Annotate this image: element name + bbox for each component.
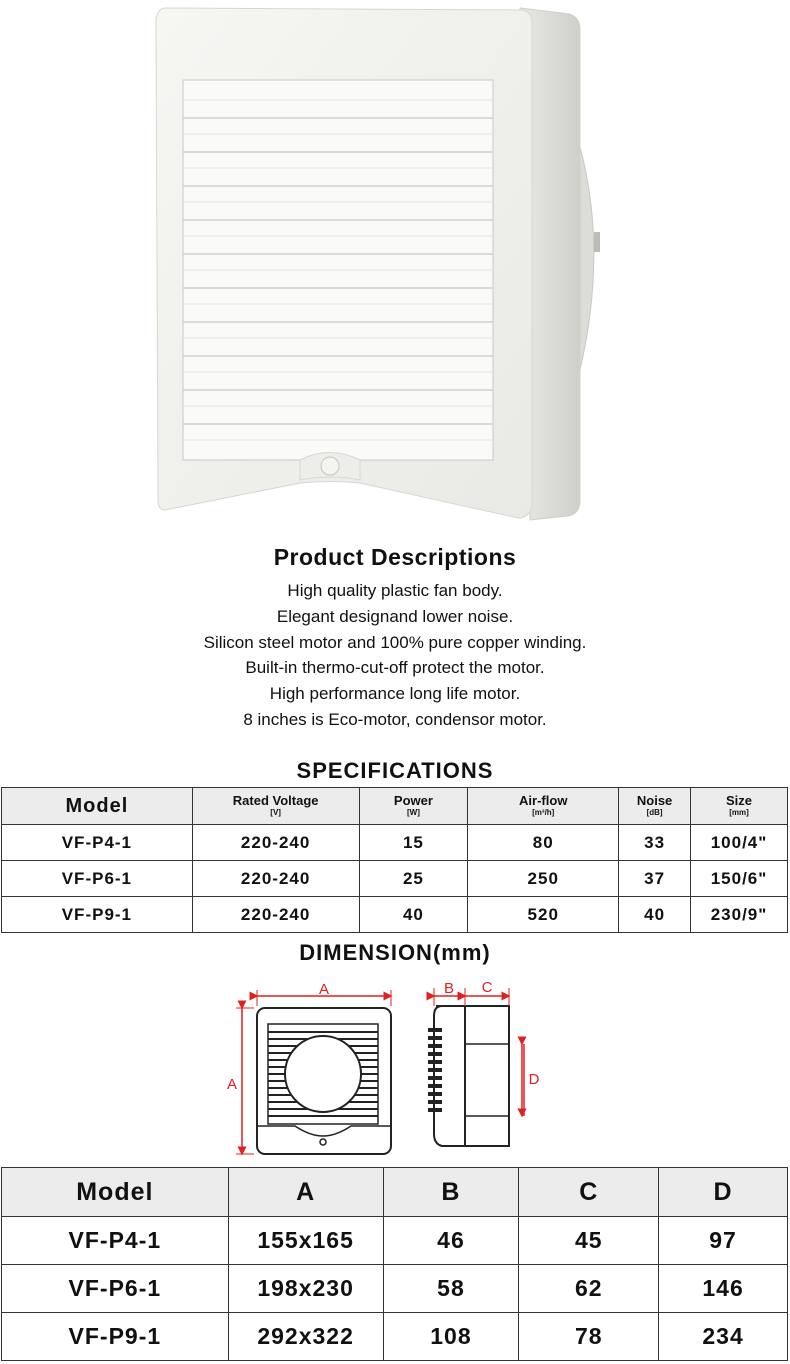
spec-header-airflow: Air-flow [m³/h] [468, 788, 619, 825]
dim-header-b: B [383, 1168, 519, 1217]
description-line: Elegant designand lower noise. [276, 606, 514, 626]
description-title: Product Descriptions [273, 544, 517, 570]
spec-header-power: Power [W] [359, 788, 468, 825]
table-cell: 230/9" [691, 897, 788, 933]
table-cell: 100/4" [691, 825, 788, 861]
table-cell: 150/6" [691, 861, 788, 897]
dimension-drawing [220, 976, 540, 1160]
table-row [2, 861, 788, 897]
table-cell: 220-240 [192, 897, 359, 933]
dimension-table [1, 1167, 788, 1361]
dim-label-a-top: A [318, 981, 330, 998]
dim-header-c: C [519, 1168, 659, 1217]
dim-label-b: B [443, 980, 455, 997]
dim-header-model: Model [2, 1168, 229, 1217]
dim-label-d: D [528, 1071, 540, 1088]
table-cell: 37 [619, 861, 691, 897]
table-row [2, 1217, 788, 1265]
description-line: High performance long life motor. [269, 684, 521, 704]
table-cell: 58 [383, 1265, 519, 1313]
dim-header-d: D [659, 1168, 788, 1217]
table-cell: 45 [519, 1217, 659, 1265]
description-line: High quality plastic fan body. [287, 581, 503, 600]
table-cell: 220-240 [192, 861, 359, 897]
table-cell: 155x165 [228, 1217, 383, 1265]
dim-header-row [2, 1168, 788, 1217]
table-cell: VF-P6-1 [2, 1265, 229, 1313]
table-cell: 520 [468, 897, 619, 933]
description-line: Silicon steel motor and 100% pure copper winding. [203, 632, 587, 652]
table-cell: 33 [619, 825, 691, 861]
table-cell: 198x230 [228, 1265, 383, 1313]
table-cell: 15 [359, 825, 468, 861]
table-cell: 250 [468, 861, 619, 897]
table-row [2, 825, 788, 861]
table-cell: VF-P9-1 [2, 1313, 229, 1361]
spec-header-size: Size [mm] [691, 788, 788, 825]
table-row [2, 897, 788, 933]
table-cell: 80 [468, 825, 619, 861]
description-list [0, 578, 790, 733]
table-cell: 234 [659, 1313, 788, 1361]
dimension-title: DIMENSION(mm) [299, 940, 491, 965]
table-cell: VF-P6-1 [2, 861, 193, 897]
spec-header-row [2, 788, 788, 825]
spec-header-voltage: Rated Voltage [V] [192, 788, 359, 825]
table-cell: 25 [359, 861, 468, 897]
table-cell: 146 [659, 1265, 788, 1313]
table-cell: 62 [519, 1265, 659, 1313]
table-cell: 40 [619, 897, 691, 933]
table-row [2, 1265, 788, 1313]
exhaust-fan-product-image [150, 0, 610, 530]
table-cell: VF-P4-1 [2, 1217, 229, 1265]
specifications-title: SPECIFICATIONS [296, 758, 494, 783]
dim-header-a: A [228, 1168, 383, 1217]
description-line: Built-in thermo-cut-off protect the motor. [245, 658, 545, 678]
specifications-table [1, 787, 788, 933]
table-row [2, 1313, 788, 1361]
table-cell: VF-P9-1 [2, 897, 193, 933]
table-cell: 46 [383, 1217, 519, 1265]
table-cell: 97 [659, 1217, 788, 1265]
dim-label-a-side: A [226, 1076, 238, 1093]
table-cell: VF-P4-1 [2, 825, 193, 861]
spec-header-noise: Noise [dB] [619, 788, 691, 825]
description-line: 8 inches is Eco-motor, condensor motor. [243, 709, 547, 729]
table-cell: 78 [519, 1313, 659, 1361]
table-cell: 108 [383, 1313, 519, 1361]
table-cell: 40 [359, 897, 468, 933]
spec-header-model: Model [2, 788, 193, 825]
table-cell: 220-240 [192, 825, 359, 861]
table-cell: 292x322 [228, 1313, 383, 1361]
dim-label-c: C [481, 979, 493, 996]
